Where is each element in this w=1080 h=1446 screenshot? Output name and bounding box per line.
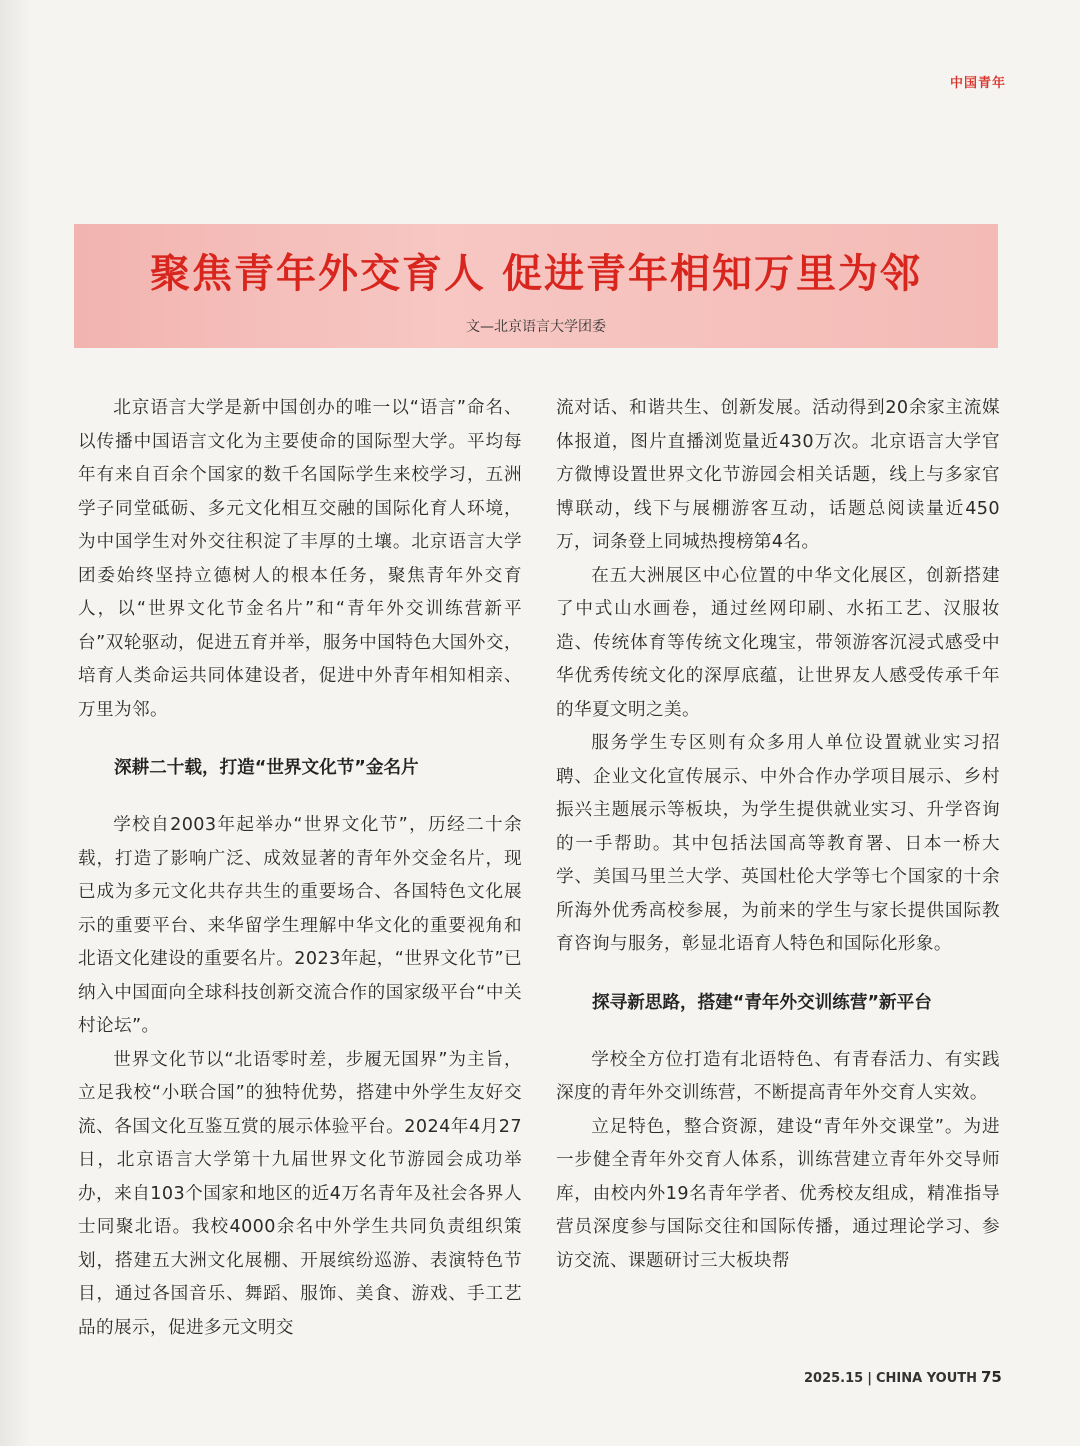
article-byline: 文—北京语言大学团委 — [466, 319, 606, 335]
left-column — [78, 392, 522, 1345]
page-footer — [804, 1368, 1002, 1386]
issue-number: 2025.15 — [804, 1371, 864, 1386]
right-column — [556, 392, 1000, 1278]
paragraph: 流对话、和谐共生、创新发展。活动得到20余家主流媒体报道，图片直播浏览量近430万次。北京语言大学官方微博设置世界文化节游园会相关话题，线上与多家官博联动，线下与展棚游客互动，话题总阅读量近450万，词条登上同城热搜榜第4名。 — [556, 398, 1000, 552]
section-heading: 深耕二十载，打造“世界文化节”金名片 — [114, 758, 419, 778]
footer-separator: | — [867, 1371, 872, 1386]
paragraph: 世界文化节以“北语零时差，步履无国界”为主旨，立足我校“小联合国”的独特优势，搭建中外学生友好交流、各国文化互鉴互赏的展示体验平台。2024年4月27日，北京语言大学第十九届世界文化节游园会成功举办，来自103个国家和地区的近4万名青年及社会各界人士同聚北语。我校4000余名中外学生共同负责组织策划，搭建五大洲文化展棚、开展缤纷巡游、表演特色节目，通过各国音乐、舞蹈、服饰、美食、游戏、手工艺品的展示，促进多元文明交 — [78, 1049, 522, 1338]
paragraph: 立足特色，整合资源，建设“青年外交课堂”。为进一步健全青年外交育人体系，训练营建立青年外交导师库，由校内外19名青年学者、优秀校友组成，精准指导营员深度参与国际交往和国际传播，通过理论学习、参访交流、课题研讨三大板块帮 — [556, 1116, 1000, 1271]
magazine-name: CHINA YOUTH — [875, 1371, 977, 1386]
paragraph: 学校自2003年起举办“世界文化节”，历经二十余载，打造了影响广泛、成效显著的青年外交金名片，现已成为多元文化共存共生的重要场合、各国特色文化展示的重要平台、来华留学生理解中华文化的重要视角和北语文化建设的重要名片。2023年起，“世界文化节”已纳入中国面向全球科技创新交流合作的国家级平台“中关村论坛”。 — [78, 815, 522, 1036]
page-number: 75 — [981, 1368, 1002, 1386]
paragraph: 在五大洲展区中心位置的中华文化展区，创新搭建了中式山水画卷，通过丝网印刷、水拓工艺、汉服妆造、传统体育等传统文化瑰宝，带领游客沉浸式感受中华优秀传统文化的深厚底蕴，让世界友人感受传承千年的华夏文明之美。 — [556, 565, 1000, 720]
section-heading: 探寻新思路，搭建“青年外交训练营”新平台 — [592, 992, 932, 1013]
paragraph: 北京语言大学是新中国创办的唯一以“语言”命名、以传播中国语言文化为主要使命的国际型大学。平均每年有来自百余个国家的数千名国际学生来校学习，五洲学子同堂砥砺、多元文化相互交融的国际化育人环境，为中国学生对外交往积淀了丰厚的土壤。北京语言大学团委始终坚持立德树人的根本任务，聚焦青年外交育人，以“世界文化节金名片”和“青年外交训练营新平台”双轮驱动，促进五育并举，服务中国特色大国外交，培育人类命运共同体建设者，促进中外青年相知相亲、万里为邻。 — [78, 398, 522, 720]
title-banner — [74, 224, 998, 348]
paragraph: 服务学生专区则有众多用人单位设置就业实习招聘、企业文化宣传展示、中外合作办学项目展示、乡村振兴主题展示等板块，为学生提供就业实习、升学咨询的一手帮助。其中包括法国高等教育署、日本一桥大学、美国马里兰大学、英国杜伦大学等七个国家的十余所海外优秀高校参展，为前来的学生与家长提供国际教育咨询与服务，彰显北语育人特色和国际化形象。 — [556, 733, 1000, 954]
article-title: 聚焦青年外交育人 促进青年相知万里为邻 — [150, 251, 922, 297]
page-edge-shadow — [0, 0, 30, 1446]
magazine-logo: 中国青年 — [950, 76, 1007, 91]
paragraph: 学校全方位打造有北语特色、有青春活力、有实践深度的青年外交训练营，不断提高青年外交育人实效。 — [556, 1049, 1000, 1103]
